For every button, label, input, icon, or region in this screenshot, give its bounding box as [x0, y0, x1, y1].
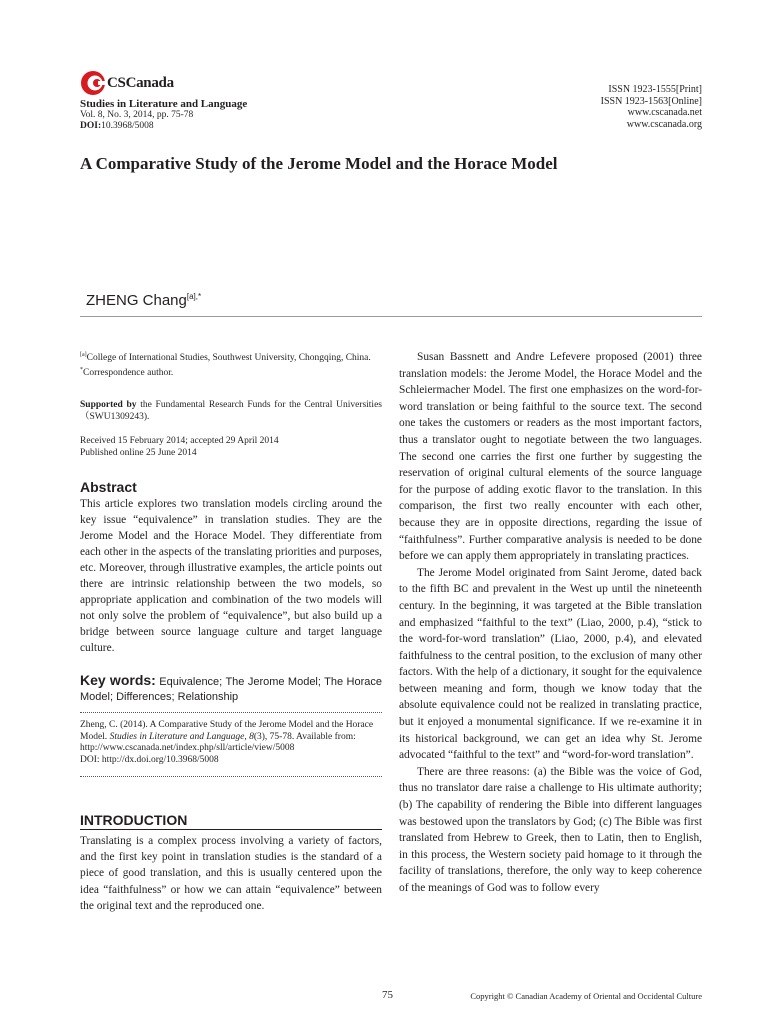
- funding-statement: [80, 400, 382, 423]
- author-superscript: [a],*: [186, 292, 202, 301]
- keywords-label: Key words:: [80, 672, 156, 688]
- body-paragraph-2: The Jerome Model originated from Saint Jerome, dated back to the fifth BC and prevalent in the West up until the nineteenth century. In the beginning, it was targeted at the Bible translation and emphasized “faithful to the text” (Liao, 2000, p.4), “stick to the word-for-word translation” (Liao, 2000, p.4), and elevated faithfulness to the central position, to the exclusion of many other factors. With the help of a dictionary, it sought for the equivalence between meaning and form, though we know today that the absolute equivalence could not be realized in translating practice, but it enjoyed a monumental significance. If we re-examine it in its historical background, we can get an idea why St. Jerome advocated “faithful to the text” and “word-for-word translation”.: [399, 566, 702, 762]
- citation-part1: Zheng, C. (2014). A Comparative Study of the Jerome Model and the Horace Model.: [80, 720, 374, 742]
- citation-text: [80, 720, 382, 755]
- affiliation-block: [80, 350, 382, 379]
- keywords: [80, 673, 382, 705]
- body-column: [399, 349, 702, 897]
- publisher-name: CSCanada: [107, 74, 174, 91]
- dates-block: [80, 436, 382, 459]
- funding-text: the Fundamental Research Funds for the Central Universities（SWU1309243).: [80, 400, 382, 422]
- funding-label: Supported by: [80, 400, 137, 410]
- abstract-heading: Abstract: [80, 479, 137, 495]
- introduction-heading: INTRODUCTION: [80, 812, 188, 828]
- keywords-text: Equivalence; The Jerome Model; The Horace Model; Differences; Relationship: [80, 676, 382, 703]
- received-date: Received 15 February 2014; accepted 29 April 2014: [80, 436, 279, 446]
- citation-journal: Studies in Literature and Language, 8: [109, 731, 254, 742]
- affiliation-superscript: [a]: [80, 352, 87, 358]
- issn-online: ISSN 1923-1563[Online]: [600, 95, 702, 107]
- volume-line: Vol. 8, No. 3, 2014, pp. 75-78: [80, 110, 194, 120]
- journal-name: Studies in Literature and Language: [80, 98, 248, 110]
- abstract-text: This article explores two translation models circling around the key issue “equivalence” in translation studies. They are the Jerome Model and the Horace Model. They differentiate from each other in the aspects of the translating priorities and purposes, etc. Moreover, through illustrative examples, the article points out there are intrinsic relationship between the two models, so appropriate application and combination of the two models will not only solve the problem of “equivalence”, but also build up a bridge between source language culture and target language culture.: [80, 498, 382, 654]
- page-number: 75: [382, 989, 393, 1001]
- doi-line: [80, 121, 154, 131]
- affiliation-text: College of International Studies, Southwest University, Chongqing, China.: [86, 353, 371, 364]
- published-date: Published online 25 June 2014: [80, 447, 197, 458]
- citation-bottom-divider: [80, 776, 382, 777]
- correspondence-text: Correspondence author.: [83, 367, 174, 378]
- publisher-logo: [80, 68, 174, 98]
- doi-value: 10.3968/5008: [101, 121, 154, 131]
- affiliation: [80, 350, 382, 365]
- doi-label: DOI:: [80, 121, 102, 131]
- body-paragraph-1: Susan Bassnett and Andre Lefevere proposed (2001) three translation models: the Jerome Model, the Horace Model and the Schleiermacher Model. The first one emphasizes on the word-for-word translation or being faithful to the source text. The second one takes the customers or readers as the most important factors, thus a translator ought to negotiate between the two languages. The second one carries the first one further by suggesting the reservation of original cultural elements of the source language for the purpose of adding exotic flavor to the translation. In this comparison, the first two really encounter with each other, because they are in opposite directions, regarding the issue of “faithfulness”. Further comparative analysis is needed to be done before we can apply them appropriately in translating practices.: [399, 351, 702, 563]
- copyright-notice: Copyright © Canadian Academy of Oriental and Occidental Culture: [470, 991, 702, 1001]
- author-text: ZHENG Chang: [86, 292, 187, 309]
- body-paragraph-3: There are three reasons: (a) the Bible was the voice of God, thus no translator dare raise a challenge to His ultimate authority; (b) The capability of rendering the Bible into different languages was bestowed upon the translators by God; (c) The Bible was first translated from Hebrew to Greek, then to Latin, then to English, in this process, the Western society paid homage to it through the facility of translations, therefore, the only way to keep coherence of the meanings of God was to follow every: [399, 765, 702, 894]
- author-divider: [80, 316, 702, 317]
- journal-meta: [601, 84, 702, 130]
- citation-doi[interactable]: DOI: http://dx.doi.org/10.3968/5008: [80, 754, 219, 765]
- citation-top-divider: [80, 712, 382, 713]
- article-title: A Comparative Study of the Jerome Model and the Horace Model: [80, 154, 558, 173]
- author-name: [86, 292, 201, 309]
- issn-print: ISSN 1923-1555[Print]: [608, 84, 702, 95]
- citation-part2: (3), 75-78. Available from: http://www.cscanada.net/index.php/sll/article/view/5008: [80, 731, 356, 753]
- url-org[interactable]: www.cscanada.org: [626, 118, 702, 130]
- correspondence-superscript: *: [80, 366, 83, 373]
- introduction-text: Translating is a complex process involving a variety of factors, and the first key point in translation studies is the standard of a piece of good translation, and this is usually centered upon the idea “faithfulness” or how we can attain “equivalence” between the original text and the reproduced one.: [80, 835, 382, 912]
- introduction-rule: [80, 829, 382, 830]
- cscanada-logo-icon: [80, 70, 106, 96]
- correspondence: [80, 365, 382, 380]
- url-net[interactable]: www.cscanada.net: [627, 107, 702, 118]
- citation-block: [80, 720, 382, 766]
